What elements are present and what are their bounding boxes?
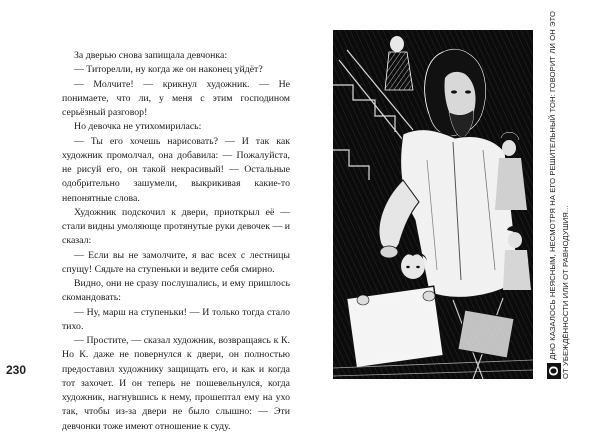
ink-illustration (333, 30, 533, 379)
paragraph-5: — Ты его хочешь нарисовать? — И так как художник промолчал, она добавила: — Пожалуйста, не рисуй его, он такой некрасивый! — Остальные одобрительно зашумели, выкрикивая какие-то непонятные слова. (62, 135, 290, 204)
body-text (62, 49, 290, 434)
paragraph-6: Художник подскочил к двери, приоткрыл её — стали видны умоляюще протянутые руки девочек — и сказал: (62, 206, 290, 247)
paragraph-4: Но девочка не утихомирилась: (74, 121, 202, 133)
left-page (0, 0, 300, 432)
sidebar-line-2: ОТ УБЕЖДЁННОСТИ ИЛИ ОТ РАВНОДУШИЯ... (561, 205, 570, 379)
illustration-drawing (333, 30, 533, 379)
page-number: 230 (6, 363, 27, 377)
paragraph-9: — Ну, марш на ступеньки! — И только тогда стало тихо. (62, 306, 290, 332)
paragraph-3: — Молчите! — крикнул художник. — Не понимаете, что ли, у меня с этим господином серьёзный разговор! (62, 78, 290, 118)
sidebar-initial: О (547, 363, 561, 379)
paragraph-10: — Простите, — сказал художник, возвращаясь к К. Но К. даже не повернулся к двери, он полностью предоставил художнику защищать его, и как и когда тот захочет. И он теперь не пошевельнулся, когда художник, нагнувшись к нему, прошептал ему на ухо так, чтобы из-за двери не было слышно: — Эти девчонки тоже имеют отношение к суду. (62, 335, 290, 432)
paragraph-2: — Титорелли, ну когда же он наконец уйдёт? (74, 64, 263, 76)
paragraph-8: Видно, они не сразу послушались, и ему пришлось скомандовать: (62, 278, 290, 304)
right-page (300, 0, 600, 422)
sidebar-quote (546, 11, 588, 379)
sidebar-line-1 (546, 11, 561, 379)
paragraph-7: — Если вы не замолчите, я вас всех с лестницы спущу! Сядьте на ступеньки и ведите себя смирно. (62, 249, 290, 275)
paragraph-1: За дверью снова запищала девчонка: (74, 50, 228, 61)
sidebar-line-1-text: ДНО КАЗАЛОСЬ НЕЯСНЫМ, НЕСМОТРЯ НА ЕГО РЕШИТЕЛЬНЫЙ ТОН: ГОВОРИТ ЛИ ОН ЭТО (548, 11, 557, 360)
sidebar-rotated-text (546, 11, 588, 379)
